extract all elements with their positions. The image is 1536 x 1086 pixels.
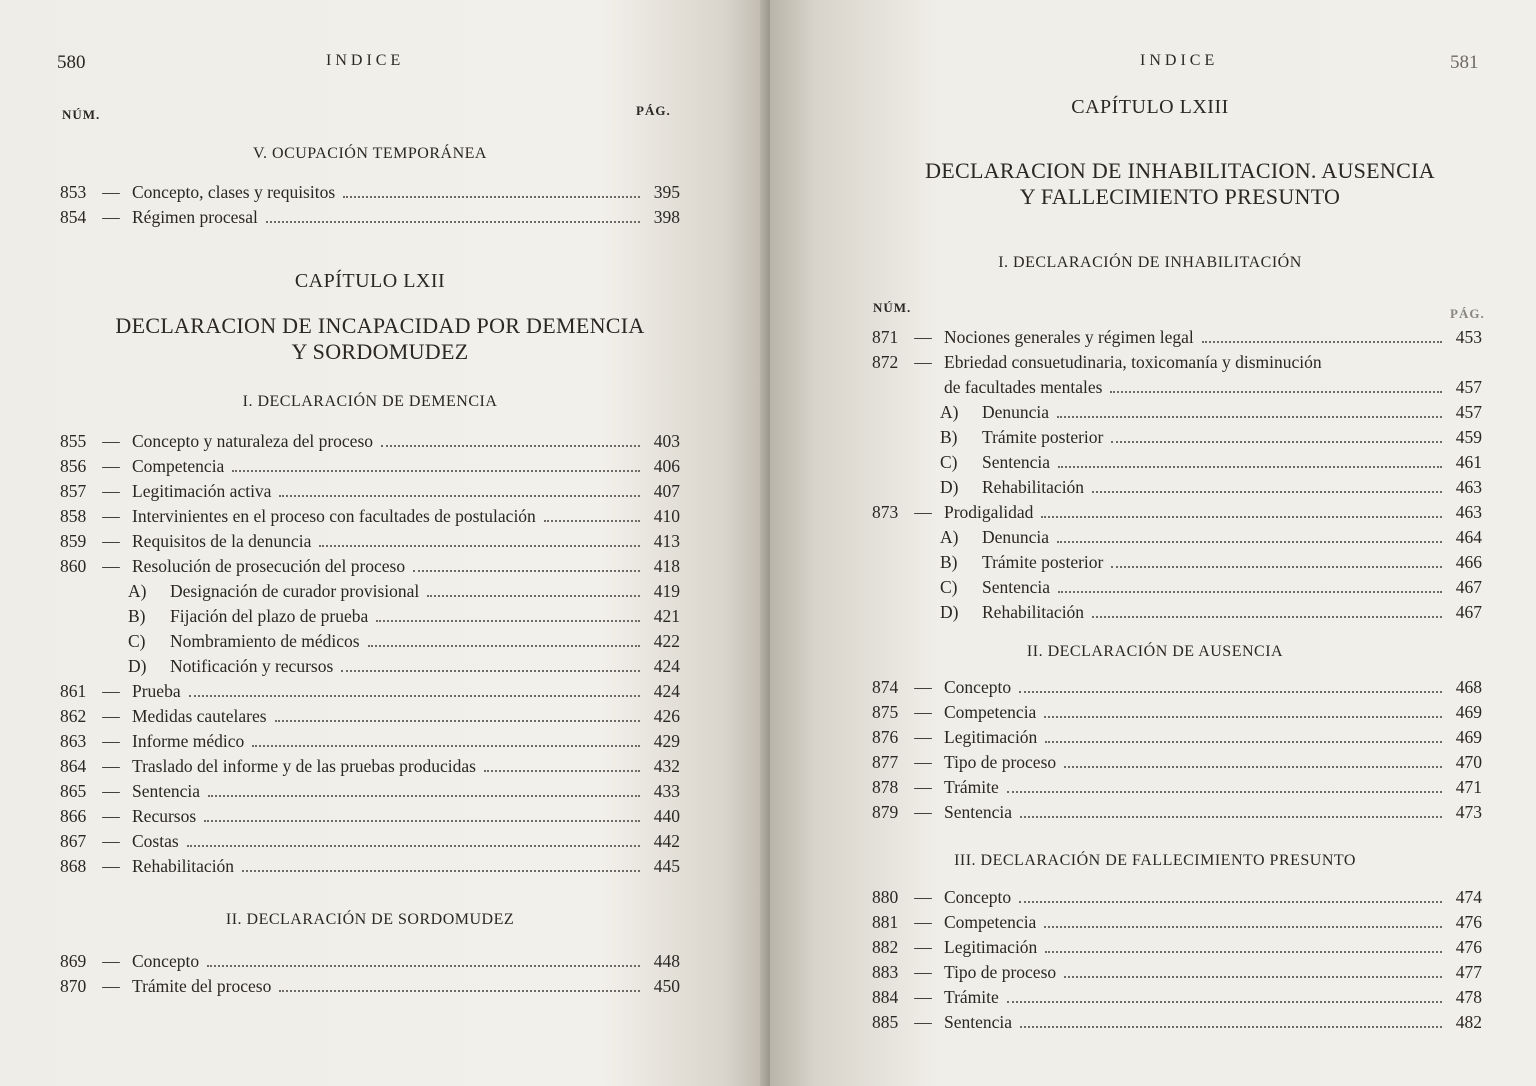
entry-number: 881	[872, 912, 899, 932]
entry-page: 410	[653, 506, 680, 526]
leader-dots	[232, 470, 640, 472]
entry-dash: —	[914, 502, 932, 522]
entry-dash: —	[102, 431, 120, 451]
pag-column-label: PÁG.	[636, 103, 671, 118]
entry-number: 876	[872, 727, 899, 747]
entry-text: de facultades mentales	[944, 377, 1103, 397]
entry-number: 868	[60, 856, 87, 876]
entry-page: 457	[1455, 377, 1482, 397]
entry-dash: —	[102, 706, 120, 726]
entry-text: Costas	[132, 831, 179, 851]
entry-dash: —	[914, 1012, 932, 1032]
num-column-label: NÚM.	[873, 300, 912, 315]
entry-dash: —	[102, 556, 120, 576]
entry-text: Prueba	[132, 681, 181, 701]
page-number: 581	[1450, 52, 1479, 73]
index-entry	[60, 205, 680, 230]
entry-sub-letter: C)	[128, 631, 146, 651]
index-entry	[872, 525, 1482, 550]
index-list	[60, 180, 680, 230]
entry-sub-letter: D)	[128, 656, 147, 676]
entry-page: 476	[1455, 912, 1482, 932]
entry-page: 457	[1455, 402, 1482, 422]
index-entry	[60, 604, 680, 629]
entry-number: 880	[872, 887, 899, 907]
chapter-title	[850, 158, 1510, 210]
entry-page: 467	[1455, 577, 1482, 597]
leader-dots	[266, 221, 640, 223]
pag-column-label: PÁG.	[1450, 306, 1485, 321]
entry-dash: —	[102, 951, 120, 971]
entry-page: 445	[653, 856, 680, 876]
chapter-heading: CAPÍTULO LXII	[294, 270, 446, 292]
leader-dots	[381, 445, 640, 447]
index-entry	[872, 475, 1482, 500]
entry-page: 469	[1455, 702, 1482, 722]
section-heading: V. OCUPACIÓN TEMPORÁNEA	[253, 145, 487, 162]
entry-page: 450	[653, 976, 680, 996]
leader-dots	[242, 870, 640, 872]
leader-dots	[187, 845, 640, 847]
section-heading: II. DECLARACIÓN DE AUSENCIA	[1026, 643, 1284, 660]
entry-page: 422	[653, 631, 680, 651]
index-entry	[60, 729, 680, 754]
entry-dash: —	[102, 207, 120, 227]
entry-text: Medidas cautelares	[132, 706, 267, 726]
index-entry	[872, 375, 1482, 400]
entry-text: Sentencia	[982, 577, 1051, 597]
index-entry	[60, 704, 680, 729]
entry-text: Ebriedad consuetudinaria, toxicomanía y disminución	[944, 352, 1322, 372]
entry-number: 874	[872, 677, 899, 697]
leader-dots	[1064, 976, 1442, 978]
entry-page: 406	[653, 456, 680, 476]
entry-page: 448	[653, 951, 680, 971]
index-list	[872, 325, 1482, 625]
entry-dash: —	[914, 352, 932, 372]
leader-dots	[413, 570, 640, 572]
index-entry	[60, 529, 680, 554]
entry-dash: —	[914, 887, 932, 907]
entry-dash: —	[102, 781, 120, 801]
leader-dots	[1057, 541, 1442, 543]
entry-number: 853	[60, 182, 87, 202]
entry-text: Competencia	[132, 456, 225, 476]
entry-number: 885	[872, 1012, 899, 1032]
index-entry	[872, 500, 1482, 525]
leader-dots	[1058, 466, 1442, 468]
entry-number: 871	[872, 327, 899, 347]
entry-dash: —	[102, 831, 120, 851]
entry-sub-letter: D)	[940, 602, 959, 622]
entry-dash: —	[914, 802, 932, 822]
leader-dots	[1202, 341, 1442, 343]
entry-page: 442	[653, 831, 680, 851]
entry-text: Sentencia	[982, 452, 1051, 472]
index-entry	[872, 885, 1482, 910]
entry-text: Nombramiento de médicos	[170, 631, 360, 651]
entry-number: 867	[60, 831, 87, 851]
index-entry	[872, 775, 1482, 800]
entry-dash: —	[914, 702, 932, 722]
entry-page: 426	[653, 706, 680, 726]
entry-sub-letter: A)	[940, 402, 959, 422]
index-entry	[872, 350, 1482, 375]
index-entry	[60, 654, 680, 679]
entry-page: 474	[1455, 887, 1482, 907]
entry-number: 859	[60, 531, 87, 551]
leader-dots	[189, 695, 640, 697]
entry-number: 856	[60, 456, 87, 476]
index-entry	[872, 450, 1482, 475]
entry-dash: —	[914, 677, 932, 697]
leader-dots	[1111, 566, 1442, 568]
leader-dots	[279, 495, 640, 497]
entry-dash: —	[914, 987, 932, 1007]
entry-sub-letter: C)	[940, 577, 958, 597]
index-entry	[60, 180, 680, 205]
entry-page: 466	[1455, 552, 1482, 572]
entry-page: 467	[1455, 602, 1482, 622]
entry-text: Trámite posterior	[982, 552, 1104, 572]
entry-page: 453	[1455, 327, 1482, 347]
running-head: INDICE	[1140, 52, 1219, 69]
section-heading: III. DECLARACIÓN DE FALLECIMIENTO PRESUNTO	[954, 852, 1356, 869]
leader-dots	[1041, 516, 1442, 518]
chapter-title-line: DECLARACION DE INCAPACIDAD POR DEMENCIA	[115, 313, 645, 338]
leader-dots	[1045, 741, 1442, 743]
entry-dash: —	[102, 806, 120, 826]
entry-number: 878	[872, 777, 899, 797]
entry-page: 413	[653, 531, 680, 551]
entry-text: Competencia	[944, 702, 1037, 722]
index-entry	[60, 579, 680, 604]
index-entry	[60, 974, 680, 999]
index-list	[60, 429, 680, 879]
index-entry	[872, 1010, 1482, 1035]
entry-number: 854	[60, 207, 87, 227]
entry-text: Traslado del informe y de las pruebas producidas	[132, 756, 476, 776]
leader-dots	[204, 820, 640, 822]
entry-page: 403	[653, 431, 680, 451]
section-heading: I. DECLARACIÓN DE INHABILITACIÓN	[998, 254, 1302, 271]
leader-dots	[341, 670, 640, 672]
index-entry	[872, 425, 1482, 450]
entry-page: 477	[1455, 962, 1482, 982]
index-list	[872, 675, 1482, 825]
entry-text: Denuncia	[982, 527, 1050, 547]
entry-text: Prodigalidad	[944, 502, 1034, 522]
index-entry	[60, 754, 680, 779]
leader-dots	[208, 795, 640, 797]
leader-dots	[1007, 791, 1442, 793]
entry-page: 482	[1455, 1012, 1482, 1032]
entry-page: 470	[1455, 752, 1482, 772]
entry-text: Rehabilitación	[982, 602, 1085, 622]
leader-dots	[1110, 391, 1442, 393]
entry-page: 407	[653, 481, 680, 501]
entry-dash: —	[914, 727, 932, 747]
index-list	[60, 949, 680, 999]
index-entry	[60, 454, 680, 479]
leader-dots	[1092, 616, 1442, 618]
index-entry	[60, 679, 680, 704]
entry-text: Rehabilitación	[132, 856, 235, 876]
entry-dash: —	[914, 912, 932, 932]
entry-dash: —	[102, 456, 120, 476]
entry-page: 418	[653, 556, 680, 576]
chapter-title	[60, 313, 700, 365]
index-entry	[872, 910, 1482, 935]
entry-dash: —	[102, 531, 120, 551]
entry-page: 461	[1455, 452, 1482, 472]
entry-page: 464	[1455, 527, 1482, 547]
entry-number: 873	[872, 502, 899, 522]
index-entry	[872, 325, 1482, 350]
leader-dots	[207, 965, 640, 967]
leader-dots	[279, 990, 640, 992]
entry-sub-letter: A)	[128, 581, 147, 601]
index-entry	[60, 949, 680, 974]
entry-text: Tipo de proceso	[944, 962, 1057, 982]
index-list	[872, 885, 1482, 1035]
leader-dots	[1020, 816, 1442, 818]
entry-dash: —	[914, 752, 932, 772]
entry-dash: —	[102, 481, 120, 501]
right-page	[770, 0, 1536, 1086]
entry-number: 877	[872, 752, 899, 772]
entry-page: 459	[1455, 427, 1482, 447]
entry-page: 432	[653, 756, 680, 776]
chapter-title-line: Y FALLECIMIENTO PRESUNTO	[1019, 184, 1341, 209]
entry-number: 865	[60, 781, 87, 801]
entry-text: Recursos	[132, 806, 197, 826]
entry-number: 855	[60, 431, 87, 451]
entry-text: Fijación del plazo de prueba	[170, 606, 369, 626]
leader-dots	[1057, 416, 1442, 418]
index-entry	[872, 600, 1482, 625]
leader-dots	[319, 545, 640, 547]
chapter-heading: CAPÍTULO LXIII	[1071, 96, 1229, 118]
leader-dots	[368, 645, 640, 647]
leader-dots	[343, 196, 640, 198]
entry-text: Régimen procesal	[132, 207, 258, 227]
entry-text: Trámite	[944, 987, 999, 1007]
entry-text: Requisitos de la denuncia	[132, 531, 312, 551]
entry-page: 476	[1455, 937, 1482, 957]
leader-dots	[1019, 691, 1442, 693]
running-head: INDICE	[326, 52, 405, 69]
entry-number: 869	[60, 951, 87, 971]
index-entry	[60, 554, 680, 579]
entry-page: 471	[1455, 777, 1482, 797]
entry-number: 862	[60, 706, 87, 726]
entry-dash: —	[102, 506, 120, 526]
index-entry	[872, 550, 1482, 575]
entry-page: 433	[653, 781, 680, 801]
chapter-title-line: DECLARACION DE INHABILITACION. AUSENCIA	[925, 158, 1435, 183]
entry-text: Legitimación activa	[132, 481, 272, 501]
leader-dots	[544, 520, 640, 522]
entry-text: Nociones generales y régimen legal	[944, 327, 1194, 347]
index-entry	[872, 400, 1482, 425]
entry-dash: —	[914, 777, 932, 797]
index-entry	[60, 504, 680, 529]
entry-text: Sentencia	[944, 802, 1013, 822]
entry-text: Trámite del proceso	[132, 976, 272, 996]
entry-text: Legitimación	[944, 937, 1038, 957]
index-entry	[60, 779, 680, 804]
entry-text: Legitimación	[944, 727, 1038, 747]
entry-page: 468	[1455, 677, 1482, 697]
entry-dash: —	[102, 976, 120, 996]
entry-sub-letter: B)	[940, 552, 958, 572]
leader-dots	[1044, 716, 1442, 718]
leader-dots	[1045, 951, 1442, 953]
entry-text: Sentencia	[132, 781, 201, 801]
index-entry	[872, 725, 1482, 750]
entry-number: 863	[60, 731, 87, 751]
index-entry	[872, 935, 1482, 960]
entry-text: Designación de curador provisional	[170, 581, 420, 601]
index-entry	[872, 675, 1482, 700]
entry-page: 424	[653, 681, 680, 701]
entry-text: Concepto	[132, 951, 200, 971]
entry-dash: —	[914, 937, 932, 957]
index-entry	[60, 829, 680, 854]
entry-number: 883	[872, 962, 899, 982]
entry-text: Concepto	[944, 677, 1012, 697]
leader-dots	[252, 745, 640, 747]
entry-text: Concepto	[944, 887, 1012, 907]
entry-text: Tipo de proceso	[944, 752, 1057, 772]
entry-dash: —	[914, 327, 932, 347]
entry-number: 875	[872, 702, 899, 722]
entry-page: 473	[1455, 802, 1482, 822]
entry-number: 882	[872, 937, 899, 957]
leader-dots	[1064, 766, 1442, 768]
entry-text: Intervinientes en el proceso con facultades de postulación	[132, 506, 536, 526]
entry-dash: —	[102, 681, 120, 701]
index-entry	[60, 479, 680, 504]
entry-text: Denuncia	[982, 402, 1050, 422]
entry-sub-letter: B)	[940, 427, 958, 447]
entry-text: Concepto, clases y requisitos	[132, 182, 336, 202]
entry-sub-letter: D)	[940, 477, 959, 497]
entry-page: 429	[653, 731, 680, 751]
entry-number: 879	[872, 802, 899, 822]
entry-sub-letter: B)	[128, 606, 146, 626]
entry-text: Trámite	[944, 777, 999, 797]
entry-number: 870	[60, 976, 87, 996]
entry-number: 857	[60, 481, 87, 501]
entry-dash: —	[914, 962, 932, 982]
index-entry	[60, 804, 680, 829]
entry-dash: —	[102, 756, 120, 776]
entry-text: Resolución de prosecución del proceso	[132, 556, 406, 576]
entry-text: Notificación y recursos	[170, 656, 334, 676]
index-entry	[872, 985, 1482, 1010]
entry-page: 469	[1455, 727, 1482, 747]
entry-page: 463	[1455, 502, 1482, 522]
leader-dots	[1058, 591, 1442, 593]
entry-text: Rehabilitación	[982, 477, 1085, 497]
index-entry	[872, 750, 1482, 775]
entry-number: 860	[60, 556, 87, 576]
index-entry	[60, 629, 680, 654]
index-entry	[872, 575, 1482, 600]
entry-text: Trámite posterior	[982, 427, 1104, 447]
entry-text: Concepto y naturaleza del proceso	[132, 431, 374, 451]
leader-dots	[1019, 901, 1442, 903]
leader-dots	[376, 620, 640, 622]
section-heading: II. DECLARACIÓN DE SORDOMUDEZ	[225, 911, 515, 928]
chapter-title-line: Y SORDOMUDEZ	[291, 339, 469, 364]
entry-number: 884	[872, 987, 899, 1007]
entry-page: 419	[653, 581, 680, 601]
entry-number: 858	[60, 506, 87, 526]
leader-dots	[1111, 441, 1442, 443]
num-column-label: NÚM.	[62, 107, 101, 122]
entry-dash: —	[102, 731, 120, 751]
entry-number: 872	[872, 352, 899, 372]
leader-dots	[1044, 926, 1442, 928]
entry-page: 478	[1455, 987, 1482, 1007]
entry-number: 861	[60, 681, 87, 701]
entry-text: Sentencia	[944, 1012, 1013, 1032]
entry-sub-letter: C)	[940, 452, 958, 472]
index-entry	[872, 960, 1482, 985]
entry-page: 421	[653, 606, 680, 626]
page-number: 580	[57, 52, 86, 73]
entry-number: 866	[60, 806, 87, 826]
leader-dots	[427, 595, 640, 597]
leader-dots	[484, 770, 640, 772]
entry-text: Informe médico	[132, 731, 245, 751]
entry-page: 398	[653, 207, 680, 227]
entry-text: Competencia	[944, 912, 1037, 932]
section-heading: I. DECLARACIÓN DE DEMENCIA	[242, 393, 498, 410]
entry-page: 395	[653, 182, 680, 202]
leader-dots	[275, 720, 640, 722]
entry-number: 864	[60, 756, 87, 776]
entry-sub-letter: A)	[940, 527, 959, 547]
leader-dots	[1092, 491, 1442, 493]
entry-page: 440	[653, 806, 680, 826]
leader-dots	[1007, 1001, 1442, 1003]
index-entry	[872, 700, 1482, 725]
index-entry	[60, 854, 680, 879]
leader-dots	[1020, 1026, 1442, 1028]
entry-page: 424	[653, 656, 680, 676]
entry-dash: —	[102, 182, 120, 202]
entry-page: 463	[1455, 477, 1482, 497]
index-entry	[60, 429, 680, 454]
index-entry	[872, 800, 1482, 825]
entry-dash: —	[102, 856, 120, 876]
